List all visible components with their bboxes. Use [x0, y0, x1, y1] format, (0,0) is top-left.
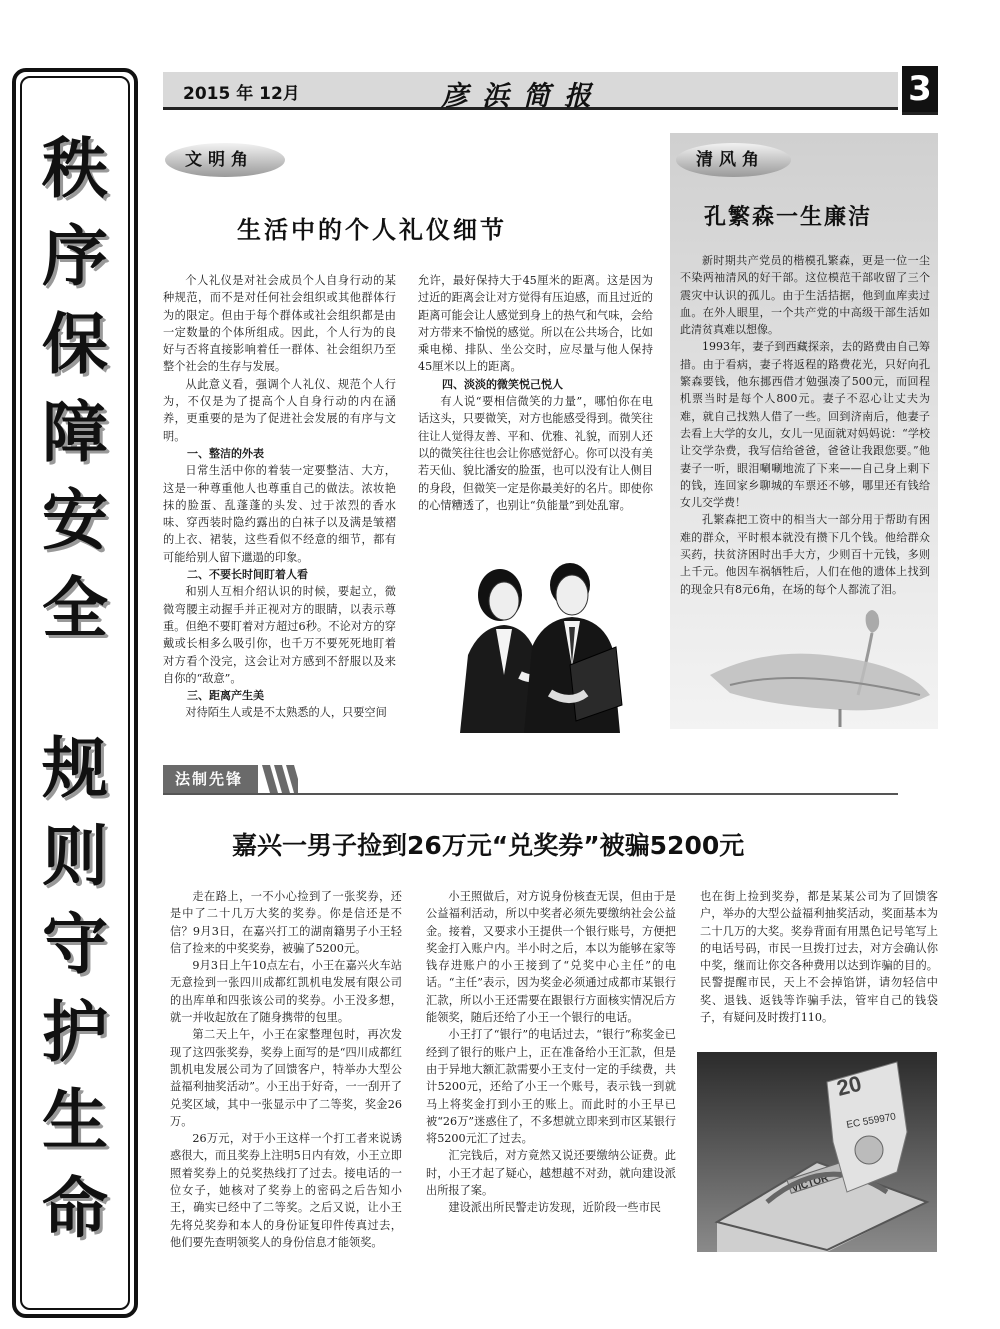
- slogan-char: 生: [42, 1081, 108, 1159]
- subheading: 二、不要长时间盯着人看: [187, 568, 308, 582]
- bill-number: 20: [834, 1070, 864, 1101]
- etiquette-column-1: [163, 272, 396, 722]
- slogan-char: 则: [42, 817, 108, 895]
- paragraph: 允许，最好保持大于45厘米的距离。这是因为过近的距离会让对方觉得有压迫感，而且过近的距离可能会让人感觉到身上的热气和气味，会给对方带来不愉悦的感觉。所以在公共场合，比如乘电梯、排队、坐公交时，应尽量与他人保持45厘米以上的距离。: [418, 274, 653, 374]
- scam-column-1: [170, 888, 402, 1251]
- slogan-panel: [12, 68, 138, 1318]
- etiquette-headline: 生活中的个人礼仪细节: [237, 216, 507, 244]
- clean-section-tag: 清风角: [676, 143, 791, 177]
- paragraph: 和别人互相介绍认识的时候，要起立，微微弯腰主动握手并正视对方的眼睛，以表示尊重。但绝不要盯着对方超过6秒。不论对方的穿戴或长相多么吸引你，也千万不要死死地盯着对方看个没完，这会让对方感到不舒服以及来自你的“敌意”。: [163, 585, 396, 685]
- subheading: 三、距离产生美: [187, 689, 264, 703]
- paragraph: 小王打了“银行”的电话过去，“银行”称奖金已经到了银行的账户上，正在准备给小王汇款，但是由于异地大额汇款需要小王支付一定的手续费，共计5200元，还给了小王一个账号，表示钱一到就马上将奖金打到小王的账上。而此时的小王早已被“26万”迷惑住了，不多想就立即来到市区某银行将5200元汇了过去。: [426, 1028, 676, 1146]
- paragraph: 对待陌生人或是不太熟悉的人，只要空间: [185, 706, 387, 720]
- law-tag-stripes: [258, 765, 298, 793]
- slogan-bottom: [16, 724, 134, 1252]
- page-number-rule: [902, 112, 938, 115]
- paragraph: 孔繁森把工资中的相当大一部分用于帮助有困难的群众，平时根本就没有攒下几个钱。他给群众买药，扶贫济困时出手大方，少则百十元钱，多则上千元。他因车祸牺牲后，人们在他的遗体上找到的现金只有8元6角，在场的每个人都流了泪。: [680, 513, 930, 596]
- subheading: 四、淡淡的微笑悦己悦人: [442, 377, 563, 391]
- slogan-char: 安: [42, 481, 108, 559]
- slogan-char: 序: [42, 217, 108, 295]
- slogan-top: [16, 124, 134, 652]
- slogan-char: 护: [42, 993, 108, 1071]
- money-trap-photo: [697, 1052, 937, 1252]
- subheading: 一、整洁的外表: [187, 446, 264, 460]
- etiquette-column-2: [418, 272, 653, 514]
- law-section-rule: [163, 793, 898, 795]
- clean-headline: 孔繁森一生廉洁: [704, 205, 873, 230]
- business-people-illustration: [420, 555, 660, 733]
- paragraph: 26万元，对于小王这样一个打工者来说诱惑很大，而且奖券上注明5日内有效，小王立即照着奖券上的兑奖热线打了过去。接电话的一位女子，她核对了奖券上的密码之后告知小王，确实已经中了二等奖。之后又说，让小王先将兑奖券和本人的身份证复印件传真过去，他们要先查明领奖人的身份信息才能领奖。: [170, 1132, 402, 1249]
- civility-section-tag: 文明角: [165, 143, 285, 177]
- slogan-char: 命: [42, 1169, 108, 1247]
- scam-column-3: [700, 888, 938, 1026]
- lotus-leaf-illustration: [690, 605, 935, 727]
- slogan-char: 规: [42, 729, 108, 807]
- paragraph: 建设派出所民警走访发现，近阶段一些市民: [448, 1201, 661, 1215]
- clean-column: [680, 252, 930, 598]
- law-section-tag: 法制先锋: [163, 765, 258, 793]
- slogan-char: 全: [42, 569, 108, 647]
- slogan-char: 障: [42, 393, 108, 471]
- trap-label: VICTOR: [790, 1172, 830, 1195]
- paragraph: 也在街上捡到奖券，都是某某公司为了回馈客户，举办的大型公益福利抽奖活动，奖面基本为二十几万的大奖。奖券背面有用黑色记号笔写上的电话号码，市民一旦拨打过去，对方会确认你中奖，继而让你交各种费用以达到诈骗的目的。民警提醒市民，天上不会掉馅饼，请勿轻信中奖、退钱、返钱等诈骗手法，管牢自己的钱袋子，有疑问及时拨打110。: [700, 890, 938, 1025]
- paragraph: 从此意义看，强调个人礼仪、规范个人行为，不仅是为了提高个人自身行动的内在涵养，更重要的是为了促进社会发展的有序与文明。: [163, 377, 396, 443]
- newsletter-title: 彦浜简报: [441, 81, 605, 112]
- paragraph: 个人礼仪是对社会成员个人自身行动的某种规范，而不是对任何社会组织或其他群体行为的限定。但由于每个群体或社会组织都是由一定数量的个体所组成。因此，个人行为的良好与否将直接影响着任一群体、社会组织乃至整个社会的生存与发展。: [163, 274, 396, 374]
- issue-date: 2015 年 12月: [183, 84, 300, 104]
- paragraph: 1993年，妻子到西藏探亲，去的路费由自己筹措。由于看病，妻子将返程的路费花光，只好向孔繁森要钱，他东挪西借才勉强凑了500元，而回程机票当时是每个人800元。妻子不忍心让丈夫为难，就自己找熟人借了一些。回到济南后，他妻子去看上大学的女儿，女儿一见面就对妈妈说：“学校让交学杂费，我写信给爸爸，爸爸让我跟您要。”他妻子一听，眼泪唰唰地流了下来——自己身上剩下的钱，连回家乡聊城的车票还不够，哪里还有钱给女儿交学费！: [680, 340, 930, 510]
- paragraph: 汇完钱后，对方竟然又说还要缴纳公证费。此时，小王才起了疑心，越想越不对劲，就向建设派出所报了案。: [426, 1149, 676, 1198]
- paragraph: 新时期共产党员的楷模孔繁森，更是一位一尘不染两袖清风的好干部。这位模范干部收留了三个震灾中认识的孤儿。由于生活拮据，他到血库卖过血。在外人眼里，一个共产党的中高级干部生活如此清贫真难以想像。: [680, 254, 930, 337]
- paragraph: 走在路上，一不小心捡到了一张奖券，还是中了二十几万大奖的奖券。你是信还是不信？9月3日，在嘉兴打工的湖南籍男子小王轻信了捡来的中奖奖券，被骗了5200元。: [170, 890, 402, 955]
- bill-serial: EC 559970: [845, 1111, 897, 1131]
- paragraph: 日常生活中你的着装一定要整洁、大方，这是一种尊重他人也尊重自己的做法。浓妆艳抹的脸蛋、乱蓬蓬的头发、过于浓烈的香水味、穿西装时隐约露出的白袜子以及满是皱褶的上衣、裙装，这些看似不经意的细节，都有可能给别人留下邋遢的印象。: [163, 464, 396, 564]
- paragraph: 有人说“要相信微笑的力量”，哪怕你在电话这头，只要微笑，对方也能感受得到。微笑往往让人觉得友善、平和、优雅、礼貌，而别人还以的微笑往往也会让你感觉舒心。你可以没有美若天仙、貌比潘安的脸蛋，也可以没有让人侧目的身段，但微笑一定是你最美好的名片。即使你的心情糟透了，也别让“负能量”到处乱窜。: [418, 395, 653, 512]
- slogan-char: 守: [42, 905, 108, 983]
- slogan-char: 保: [42, 305, 108, 383]
- paragraph: 小王照做后，对方说身份核查无误，但由于是公益福利活动，所以中奖者必须先要缴纳社会公益金。接着，又要求小王提供一个银行账号，方便把奖金打入账户内。半小时之后，本以为能够在家等钱存进账户的小王接到了“兑奖中心主任”的电话。“主任”表示，因为奖金必须通过成都市某银行汇款，所以小王还需要在跟银行方面核实情况后方能领奖，随后还给了小王一个银行的电话。: [426, 890, 676, 1025]
- scam-headline: 嘉兴一男子捡到26万元“兑奖券”被骗5200元: [232, 831, 745, 860]
- page-number: 3: [902, 66, 938, 112]
- paragraph: 9月3日上午10点左右，小王在嘉兴火车站无意捡到一张四川成都红凯机电发展有限公司的出库单和四张该公司的奖券。小王没多想，就一并收起放在了随身携带的包里。: [170, 959, 402, 1025]
- slogan-char: 秩: [42, 129, 108, 207]
- scam-column-2: [426, 888, 676, 1217]
- paragraph: 第二天上午，小王在家整理包时，再次发现了这四张奖券，奖券上面写的是“四川成都红凯机电发展公司为了回馈客户，特举办大型公益福利抽奖活动”。小王出于好奇，一一刮开了兑奖区域，其中一张显示中了二等奖，奖金26万。: [170, 1028, 402, 1128]
- masthead-bar: [163, 72, 898, 110]
